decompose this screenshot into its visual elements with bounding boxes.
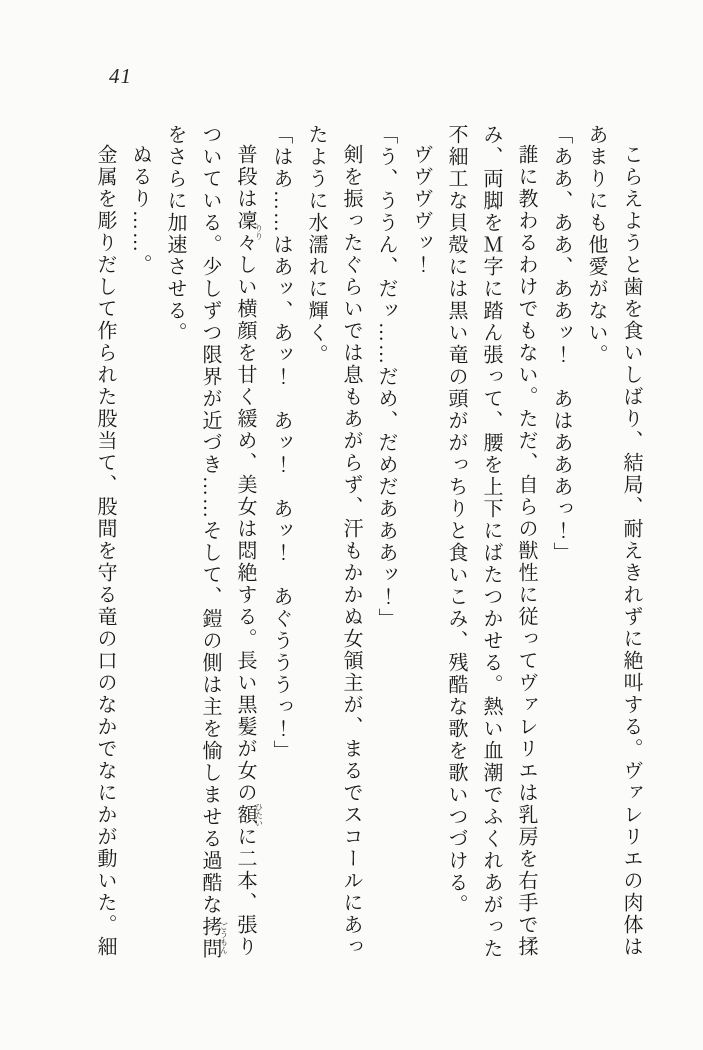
furigana-ruby: 凜々りり <box>234 210 264 254</box>
furigana-ruby: 拷問ごうもん <box>199 916 229 960</box>
paragraph: 普段は凜々りりしい横顔を甘く緩め、美女は悶絶する。長い黒髪が女の額ひたいに二本、張りついている。少しずつ限界が近づき……そして、鎧の側は主を愉しませる過酷な拷問ごうもんをさらに加速させる。 <box>164 124 264 960</box>
furigana-ruby: 額ひたい <box>234 803 264 827</box>
paragraph: 「はあ……はあッ、あッ！ あッ！ あッ！ あぐうううっ！」 <box>270 124 292 762</box>
paragraph: ヴヴヴヴッ！ <box>410 144 432 276</box>
paragraph: こらえようと歯を食いしばり、結局、耐えきれずに絶叫する。ヴァレリエの肉体はあまりにも他愛がない。 <box>585 124 642 958</box>
page-number: 41 <box>109 64 132 88</box>
paragraph: 金属を彫りだして作られた股当て、股間を守る竜の口のなかでなにかが動いた。細 <box>94 144 116 958</box>
text-block <box>87 124 648 966</box>
paragraph: 「ああ、ああ、ああッ！ あはあああっ！」 <box>550 124 572 564</box>
paragraph: 剣を振ったぐらいでは息もあがらず、汗もかかぬ女領主が、まるでスコールにあったように水濡れに輝く。 <box>305 124 362 958</box>
paragraph: 「う、ううん、だッ……だめ、だめだあああッ！」 <box>375 124 397 630</box>
paragraph: ぬるり……。 <box>129 144 151 276</box>
paragraph: 誰に教わるわけでもない。ただ、自らの獣性に従ってヴァレリエは乳房を右手で揉み、両脚をＭ字に踏ん張って、腰を上下にばたつかせる。熱い血潮でふくれあがった不細工な貝殻には黒い竜の頭ががっちりと食いこみ、残酷な歌を歌いつづける。 <box>445 124 537 960</box>
